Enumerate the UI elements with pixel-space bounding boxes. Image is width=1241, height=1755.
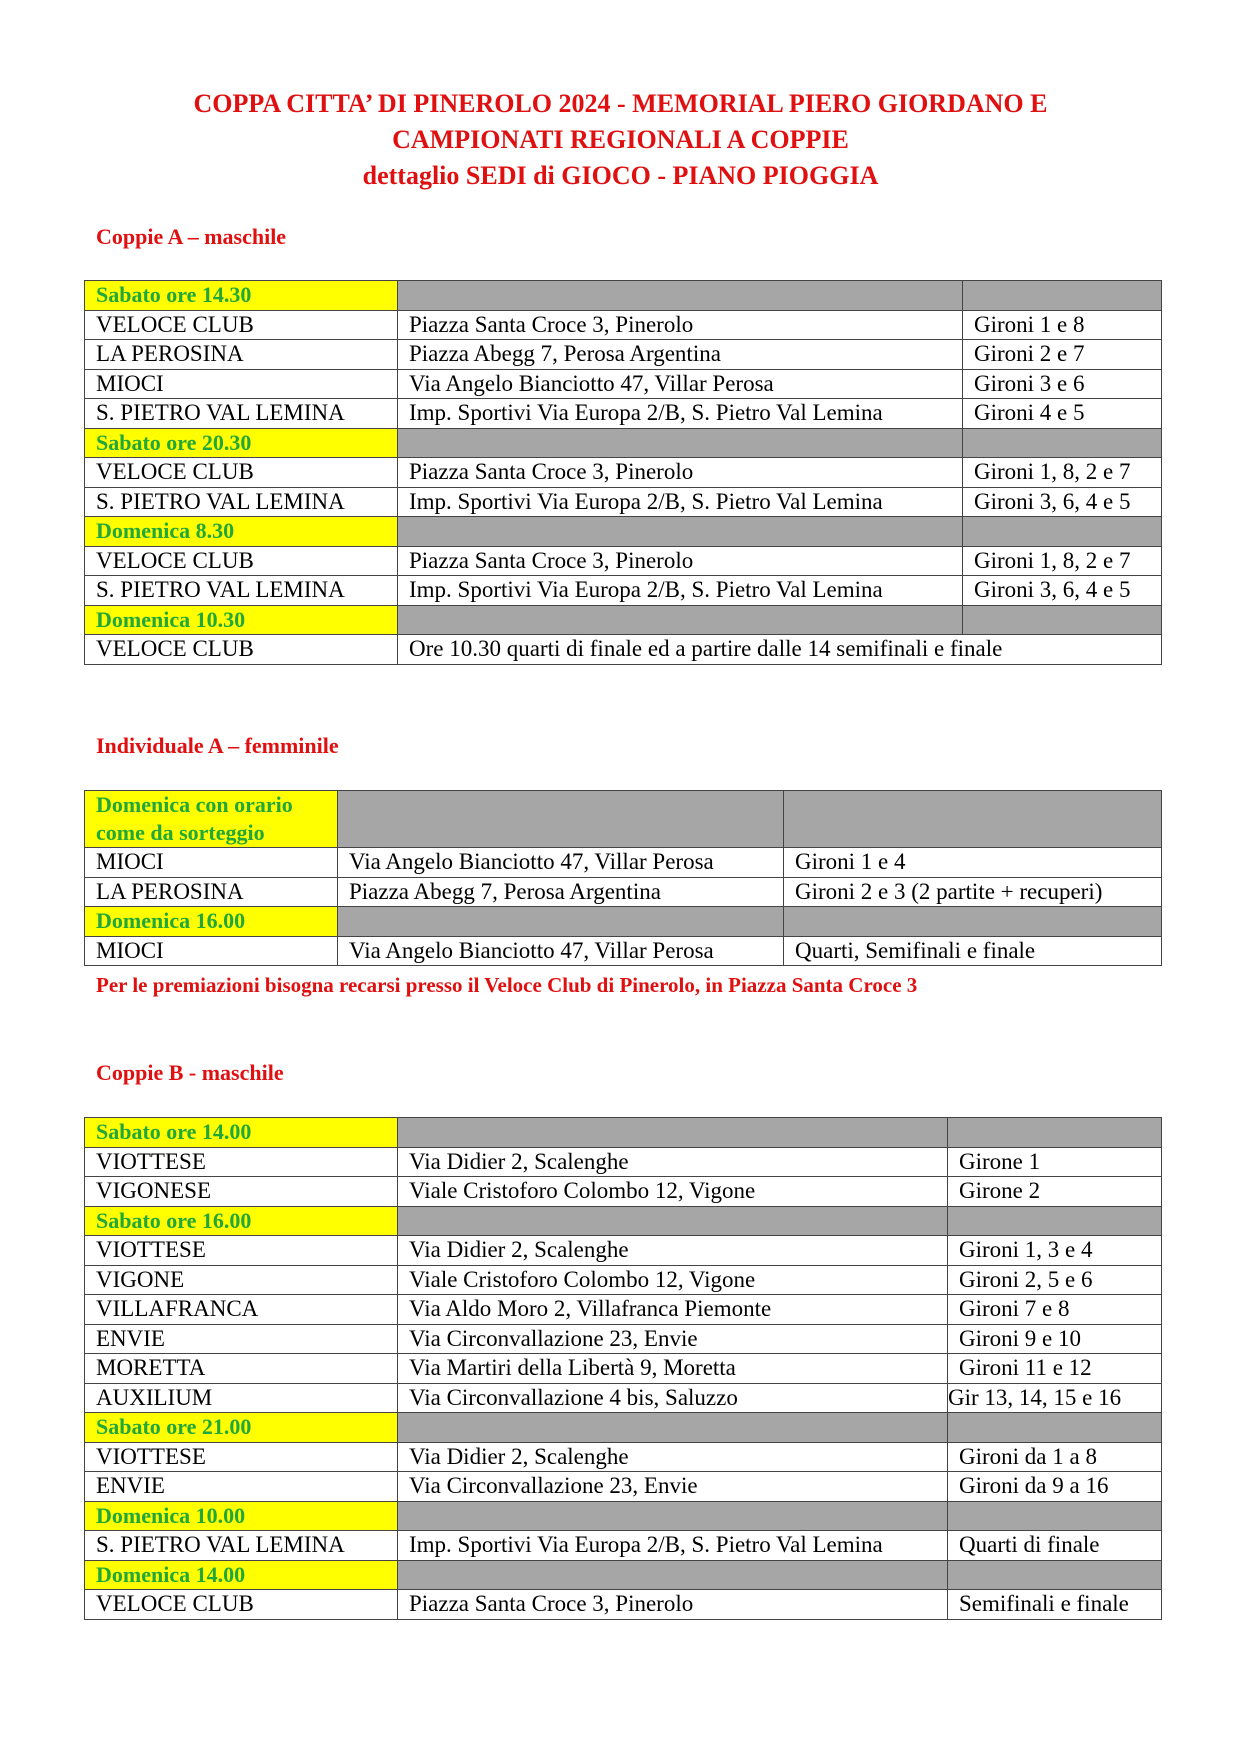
table-row xyxy=(85,635,1162,665)
club-name: S. PIETRO VAL LEMINA xyxy=(85,1531,398,1561)
groups: Gironi 1, 8, 2 e 7 xyxy=(963,458,1162,488)
club-name: VILLAFRANCA xyxy=(85,1295,398,1325)
venue-address: Via Angelo Bianciotto 47, Villar Perosa xyxy=(338,936,784,966)
schedule-time-row xyxy=(85,1501,1162,1531)
time-slot: Domenica 8.30 xyxy=(85,517,398,547)
title-line-2: CAMPIONATI REGIONALI A COPPIE xyxy=(392,125,849,154)
section-title-individuale-a: Individuale A – femminile xyxy=(96,733,339,758)
club-name: VELOCE CLUB xyxy=(85,546,398,576)
time-slot: Sabato ore 14.30 xyxy=(85,281,398,311)
venue-address: Via Martiri della Libertà 9, Moretta xyxy=(398,1354,948,1384)
schedule-time-row xyxy=(85,428,1162,458)
club-name: VIOTTESE xyxy=(85,1236,398,1266)
table-row xyxy=(85,1147,1162,1177)
table-row xyxy=(85,546,1162,576)
venue-address: Piazza Santa Croce 3, Pinerolo xyxy=(398,310,963,340)
table-row xyxy=(85,340,1162,370)
schedule-time-row xyxy=(85,1413,1162,1443)
empty-cell xyxy=(398,1118,948,1148)
schedule-table-coppie-a xyxy=(84,280,1162,665)
table-row xyxy=(85,1265,1162,1295)
awards-note: Per le premiazioni bisogna recarsi presso il Veloce Club di Pinerolo, in Piazza Santa Croce 3 xyxy=(96,973,918,997)
club-name: AUXILIUM xyxy=(85,1383,398,1413)
table-row xyxy=(85,1177,1162,1207)
empty-cell xyxy=(784,791,1162,848)
schedule-time-row xyxy=(85,281,1162,311)
venue-address: Piazza Santa Croce 3, Pinerolo xyxy=(398,1590,948,1620)
program-note: Ore 10.30 quarti di finale ed a partire dalle 14 semifinali e finale xyxy=(398,635,1162,665)
venue-address: Imp. Sportivi Via Europa 2/B, S. Pietro Val Lemina xyxy=(398,1531,948,1561)
section-title-coppie-a: Coppie A – maschile xyxy=(96,224,287,249)
time-slot: Domenica 10.00 xyxy=(85,1501,398,1531)
table-row xyxy=(85,936,1162,966)
club-name: S. PIETRO VAL LEMINA xyxy=(85,576,398,606)
schedule-time-row xyxy=(85,791,1162,848)
empty-cell xyxy=(398,1501,948,1531)
club-name: VELOCE CLUB xyxy=(85,635,398,665)
empty-cell xyxy=(338,791,784,848)
time-slot: Sabato ore 14.00 xyxy=(85,1118,398,1148)
club-name: MIOCI xyxy=(85,369,398,399)
table-row xyxy=(85,1590,1162,1620)
club-name: MIOCI xyxy=(85,936,338,966)
empty-cell xyxy=(963,428,1162,458)
document-title xyxy=(0,86,1241,194)
groups: Girone 1 xyxy=(948,1147,1162,1177)
venue-address: Piazza Santa Croce 3, Pinerolo xyxy=(398,458,963,488)
empty-cell xyxy=(398,517,963,547)
club-name: LA PEROSINA xyxy=(85,877,338,907)
club-name: VELOCE CLUB xyxy=(85,458,398,488)
groups: Gironi 7 e 8 xyxy=(948,1295,1162,1325)
venue-address: Imp. Sportivi Via Europa 2/B, S. Pietro Val Lemina xyxy=(398,399,963,429)
empty-cell xyxy=(948,1118,1162,1148)
groups: Gironi 2 e 7 xyxy=(963,340,1162,370)
table-row xyxy=(85,1383,1162,1413)
club-name: VIGONE xyxy=(85,1265,398,1295)
venue-address: Piazza Abegg 7, Perosa Argentina xyxy=(338,877,784,907)
club-name: VIOTTESE xyxy=(85,1147,398,1177)
groups: Gironi 2 e 3 (2 partite + recuperi) xyxy=(784,877,1162,907)
venue-address: Via Didier 2, Scalenghe xyxy=(398,1442,948,1472)
groups: Gironi 3, 6, 4 e 5 xyxy=(963,576,1162,606)
club-name: S. PIETRO VAL LEMINA xyxy=(85,399,398,429)
groups: Gironi 3, 6, 4 e 5 xyxy=(963,487,1162,517)
groups: Gironi 1, 8, 2 e 7 xyxy=(963,546,1162,576)
time-slot: Domenica 14.00 xyxy=(85,1560,398,1590)
venue-address: Imp. Sportivi Via Europa 2/B, S. Pietro Val Lemina xyxy=(398,487,963,517)
club-name: VELOCE CLUB xyxy=(85,310,398,340)
empty-cell xyxy=(948,1560,1162,1590)
title-line-3: dettaglio SEDI di GIOCO - PIANO PIOGGIA xyxy=(362,161,879,190)
groups: Gironi 1 e 8 xyxy=(963,310,1162,340)
venue-address: Viale Cristoforo Colombo 12, Vigone xyxy=(398,1265,948,1295)
groups: Gironi 1, 3 e 4 xyxy=(948,1236,1162,1266)
venue-address: Viale Cristoforo Colombo 12, Vigone xyxy=(398,1177,948,1207)
empty-cell xyxy=(398,1206,948,1236)
venue-address: Via Didier 2, Scalenghe xyxy=(398,1147,948,1177)
venue-address: Via Circonvallazione 23, Envie xyxy=(398,1324,948,1354)
empty-cell xyxy=(398,281,963,311)
groups: Gironi 2, 5 e 6 xyxy=(948,1265,1162,1295)
title-line-1: COPPA CITTA’ DI PINEROLO 2024 - MEMORIAL PIERO GIORDANO E xyxy=(193,89,1048,118)
time-slot: Sabato ore 16.00 xyxy=(85,1206,398,1236)
club-name: ENVIE xyxy=(85,1472,398,1502)
table-row xyxy=(85,369,1162,399)
club-name: VIGONESE xyxy=(85,1177,398,1207)
empty-cell xyxy=(398,1413,948,1443)
groups: Gironi 3 e 6 xyxy=(963,369,1162,399)
venue-address: Imp. Sportivi Via Europa 2/B, S. Pietro Val Lemina xyxy=(398,576,963,606)
venue-address: Piazza Abegg 7, Perosa Argentina xyxy=(398,340,963,370)
table-row xyxy=(85,848,1162,878)
empty-cell xyxy=(963,517,1162,547)
empty-cell xyxy=(398,605,963,635)
empty-cell xyxy=(398,1560,948,1590)
venue-address: Via Circonvallazione 23, Envie xyxy=(398,1472,948,1502)
groups: Gironi da 9 a 16 xyxy=(948,1472,1162,1502)
schedule-time-row xyxy=(85,1206,1162,1236)
schedule-table-individuale-a xyxy=(84,790,1162,966)
venue-address: Piazza Santa Croce 3, Pinerolo xyxy=(398,546,963,576)
table-row xyxy=(85,877,1162,907)
venue-address: Via Didier 2, Scalenghe xyxy=(398,1236,948,1266)
groups: Gironi 9 e 10 xyxy=(948,1324,1162,1354)
groups: Quarti, Semifinali e finale xyxy=(784,936,1162,966)
schedule-time-row xyxy=(85,1118,1162,1148)
table-row xyxy=(85,1472,1162,1502)
club-name: VIOTTESE xyxy=(85,1442,398,1472)
table-row xyxy=(85,399,1162,429)
schedule-time-row xyxy=(85,907,1162,937)
empty-cell xyxy=(398,428,963,458)
section-title-coppie-b: Coppie B - maschile xyxy=(96,1060,284,1085)
groups: Gir 13, 14, 15 e 16 xyxy=(948,1383,1162,1413)
club-name: S. PIETRO VAL LEMINA xyxy=(85,487,398,517)
table-row xyxy=(85,1531,1162,1561)
schedule-table-coppie-b xyxy=(84,1117,1162,1620)
table-row xyxy=(85,458,1162,488)
empty-cell xyxy=(948,1501,1162,1531)
table-row xyxy=(85,1354,1162,1384)
time-slot: Domenica con orario come da sorteggio xyxy=(85,791,338,848)
time-slot: Sabato ore 20.30 xyxy=(85,428,398,458)
time-slot: Domenica 16.00 xyxy=(85,907,338,937)
venue-address: Via Aldo Moro 2, Villafranca Piemonte xyxy=(398,1295,948,1325)
schedule-time-row xyxy=(85,605,1162,635)
table-row xyxy=(85,1442,1162,1472)
club-name: VELOCE CLUB xyxy=(85,1590,398,1620)
table-row xyxy=(85,1236,1162,1266)
empty-cell xyxy=(338,907,784,937)
groups: Gironi da 1 a 8 xyxy=(948,1442,1162,1472)
schedule-time-row xyxy=(85,517,1162,547)
venue-address: Via Angelo Bianciotto 47, Villar Perosa xyxy=(398,369,963,399)
table-row xyxy=(85,487,1162,517)
groups: Girone 2 xyxy=(948,1177,1162,1207)
table-row xyxy=(85,1295,1162,1325)
groups: Semifinali e finale xyxy=(948,1590,1162,1620)
table-row xyxy=(85,1324,1162,1354)
groups: Quarti di finale xyxy=(948,1531,1162,1561)
groups: Gironi 4 e 5 xyxy=(963,399,1162,429)
empty-cell xyxy=(963,281,1162,311)
club-name: MIOCI xyxy=(85,848,338,878)
time-slot: Domenica 10.30 xyxy=(85,605,398,635)
table-row xyxy=(85,310,1162,340)
club-name: LA PEROSINA xyxy=(85,340,398,370)
club-name: ENVIE xyxy=(85,1324,398,1354)
empty-cell xyxy=(963,605,1162,635)
club-name: MORETTA xyxy=(85,1354,398,1384)
table-row xyxy=(85,576,1162,606)
empty-cell xyxy=(948,1413,1162,1443)
empty-cell xyxy=(948,1206,1162,1236)
groups: Gironi 1 e 4 xyxy=(784,848,1162,878)
schedule-time-row xyxy=(85,1560,1162,1590)
venue-address: Via Circonvallazione 4 bis, Saluzzo xyxy=(398,1383,948,1413)
time-slot: Sabato ore 21.00 xyxy=(85,1413,398,1443)
groups: Gironi 11 e 12 xyxy=(948,1354,1162,1384)
venue-address: Via Angelo Bianciotto 47, Villar Perosa xyxy=(338,848,784,878)
empty-cell xyxy=(784,907,1162,937)
